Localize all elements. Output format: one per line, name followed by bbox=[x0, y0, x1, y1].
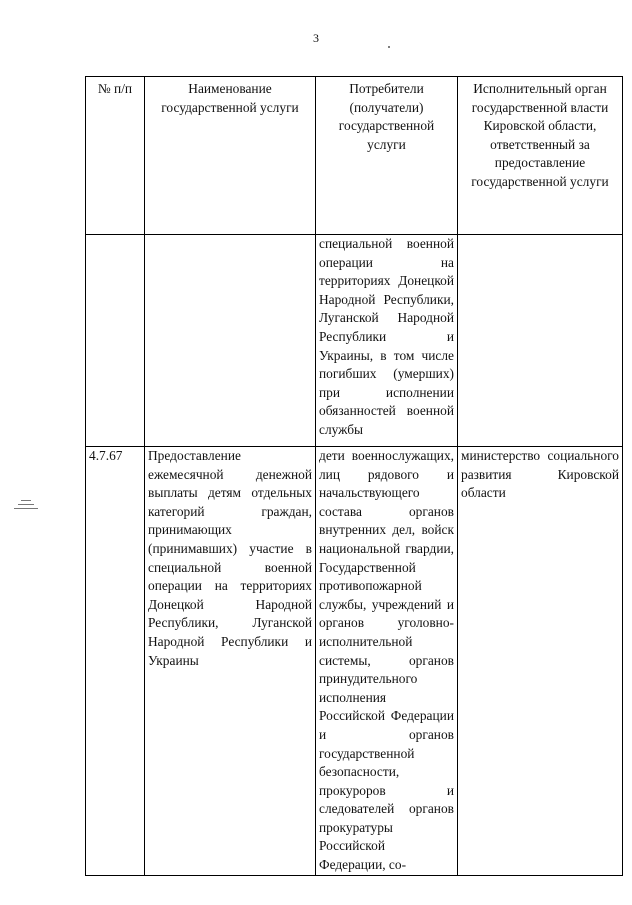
scan-speck bbox=[388, 46, 390, 48]
table-header-row bbox=[86, 77, 623, 235]
row-consumers: специальной военной операции на территориях Донецкой Народной Республики, Луганской Народной Республики и Украины, в том числе погибших (умерших) при исполнении обязанностей военной службы bbox=[316, 235, 458, 447]
table-row bbox=[86, 235, 623, 447]
row-executive-body bbox=[458, 235, 623, 447]
header-consumers: Потребители (получатели) государственной услуги bbox=[316, 77, 458, 235]
row-service-name bbox=[145, 235, 316, 447]
header-executive-body: Исполнительный орган государственной власти Кировской области, ответственный за предоставление государственной услуги bbox=[458, 77, 623, 235]
page-number: 3 bbox=[313, 31, 319, 45]
row-num: 4.7.67 bbox=[86, 447, 145, 876]
table-row bbox=[86, 447, 623, 876]
margin-mark bbox=[14, 497, 38, 511]
row-num bbox=[86, 235, 145, 447]
header-num: № п/п bbox=[86, 77, 145, 235]
header-service-name: Наименование государственной услуги bbox=[145, 77, 316, 235]
row-consumers: дети военнослужащих, лиц рядового и начальствующего состава органов внутренних дел, войск национальной гвардии, Государственной противопожарной службы, учреждений и органов уголовно-исполнительной системы, органов принудительного исполнения Российской Федерации и органов государственной безопасности, прокуроров и следователей органов прокуратуры Российской Федерации, со- bbox=[316, 447, 458, 876]
row-service-name: Предоставление ежемесячной денежной выплаты детям отдельных категорий граждан, принимающих (принимавших) участие в специальной военной операции на территориях Донецкой Народной Республики, Луганской Народной Республики и Украины bbox=[145, 447, 316, 876]
services-table bbox=[85, 76, 623, 876]
row-executive-body: министерство социального развития Кировской области bbox=[458, 447, 623, 876]
